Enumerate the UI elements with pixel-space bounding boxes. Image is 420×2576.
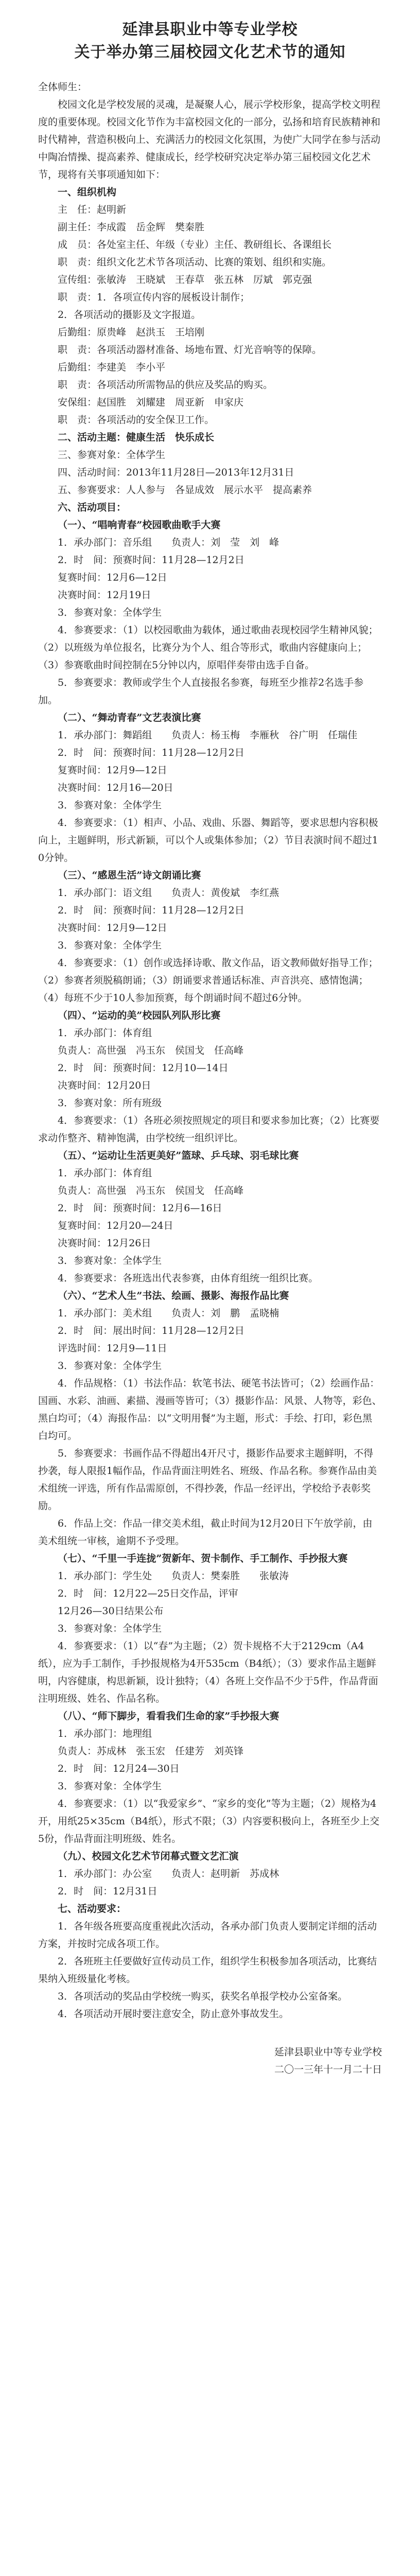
paragraph: 2．时 间：12月24—30日 <box>58 1763 180 1774</box>
document-title-line-1: 延津县职业中等专业学校 <box>122 21 298 39</box>
paragraph: 4．参赛要求：（1）以校园歌曲为载体，通过歌曲表现校园学生精神风貌；（2）以班级为单位报名，比赛分为个人、组合等形式，歌曲内容健康向上；（3）参赛歌曲时间控制在5分钟以内，原唱伴奏带由选手自备。 <box>38 624 378 671</box>
paragraph: 全体师生： <box>38 81 87 93</box>
paragraph: 3．参赛对象：全体学生 <box>58 800 162 811</box>
paragraph: 复赛时间：12月9—12日 <box>58 765 167 776</box>
paragraph: 5．参赛要求：书画作品不得超出4开尺寸，摄影作品要求主题鲜明，不得抄袭，每人限报1幅作品，作品背面注明姓名、班级、作品名称。参赛作品由美术组统一评选，所有作品需原创，不得抄袭，作品一经评出，学校给予表彰奖励。 <box>38 1448 377 1512</box>
paragraph: 5．参赛要求：教师或学生个人直接报名参赛，每班至少推荐2名选手参加。 <box>38 677 364 706</box>
paragraph: 1．承办部门：美术组 负责人：刘 鹏 孟晓楠 <box>58 1308 279 1319</box>
signature-org: 延津县职业中等专业学校 <box>274 2046 382 2058</box>
paragraph: 副主任：李成霞 岳金辉 樊秦胜 <box>58 222 205 233</box>
section-heading: 二、活动主题：健康生活 快乐成长 <box>58 432 215 443</box>
paragraph: 校园文化是学校发展的灵魂，是凝聚人心，展示学校形象，提高学校文明程度的重要体现。校园文化节作为丰富校园文化的一部分，弘扬和培育民族精神和时代精神，营造积极向上、充满活力的校园文化氛围，为使广大同学在参与活动中陶冶情操、提高素养、健康成长，经学校研究决定举办第三届校园文化艺术节，现将有关事项通知如下： <box>38 99 381 180</box>
document-title-line-2: 关于举办第三届校园文化艺术节的通知 <box>74 43 346 61</box>
paragraph: 复赛时间：12月20—24日 <box>58 1220 173 1231</box>
paragraph: 3．各项活动的奖品由学校统一购买，获奖名单报学校办公室备案。 <box>58 1991 348 2002</box>
paragraph: 职 责：各项活动所需物品的供应及奖品的购买。 <box>58 379 273 391</box>
paragraph: 3．参赛对象：全体学生 <box>58 1255 162 1266</box>
paragraph: 4．参赛要求：（1）创作或选择诗歌、散文作品，语文教师做好指导工作；（2）参赛者须脱稿朗诵；（3）朗诵要求普通话标准、声音洪亮、感情饱满；（4）每班不少于10人参加预赛，每个朗诵时间不超过6分钟。 <box>38 957 378 1004</box>
paragraph: 安保组：赵国胜 刘耀建 周亚新 申家庆 <box>58 397 244 408</box>
paragraph: 决赛时间：12月19日 <box>58 589 151 601</box>
section-heading: （六）、“艺术人生”书法、绘画、摄影、海报作品比赛 <box>58 1290 289 1301</box>
paragraph: 1．承办部门：音乐组 负责人：刘 莹 刘 峰 <box>58 537 279 548</box>
document-body <box>38 78 382 2023</box>
section-heading: 一、组织机构 <box>58 187 117 198</box>
signature-block <box>38 2043 382 2078</box>
section-heading: 七、活动要求： <box>58 1903 127 1914</box>
paragraph: 12月26—30日结果公布 <box>58 1605 164 1617</box>
paragraph: 4．参赛要求：（1）以“春”为主题；（2）贺卡规格不大于2129cm（A4纸），应为手工制作，手抄报规格为4开535cm（B4纸）；（3）要求作品主题鲜明，内容健康，构思新颖，设计独特；（4）各班上交作品不少于5件，作品背面注明班级、姓名、作品名称。 <box>38 1640 378 1704</box>
paragraph: 3．参赛对象：全体学生 <box>58 607 162 618</box>
paragraph: 负责人：高世强 冯玉东 侯国戈 任高峰 <box>58 1045 244 1056</box>
paragraph: 3．参赛对象：全体学生 <box>58 1623 162 1634</box>
paragraph: 3．参赛对象：全体学生 <box>58 1360 162 1371</box>
paragraph: 1．各年级各班要高度重视此次活动，各承办部门负责人要制定详细的活动方案，并按时完成各项工作。 <box>38 1921 377 1950</box>
paragraph: 6．作品上交：作品一律交美术组，截止时间为12月20日下午放学前，由美术组统一审核，逾期不予受理。 <box>38 1518 373 1547</box>
paragraph: 2．时 间：预赛时间：11月28—12月2日 <box>58 554 244 566</box>
section-heading: （一）、“唱响青春”校园歌曲歌手大赛 <box>58 519 221 531</box>
paragraph: 负责人：苏成林 张玉宏 任建芳 刘英锋 <box>58 1745 244 1757</box>
paragraph: 2．时 间：预赛时间：11月28—12月2日 <box>58 747 244 758</box>
paragraph: 1．承办部门：舞蹈组 负责人：杨玉梅 李雁秋 谷广明 任瑞佳 <box>58 730 358 741</box>
paragraph: 三、参赛对象：全体学生 <box>58 449 166 461</box>
paragraph: 决赛时间：12月20日 <box>58 1080 151 1091</box>
paragraph: 4．参赛要求：各班选出代表参赛，由体育组统一组织比赛。 <box>58 1273 319 1284</box>
paragraph: 3．参赛对象：全体学生 <box>58 1781 162 1792</box>
paragraph: 2．时 间：预赛时间：12月10—14日 <box>58 1062 229 1074</box>
paragraph: 1．承办部门：学生处 负责人：樊秦胜 张敏涛 <box>58 1570 289 1582</box>
paragraph: 后勤组：原贵峰 赵洪玉 王培刚 <box>58 327 205 338</box>
paragraph: 职 责：各项活动的安全保卫工作。 <box>58 414 215 426</box>
section-heading: （八）、“师下脚步，看看我们生命的家”手抄报大赛 <box>58 1710 279 1722</box>
paragraph: 主 任：赵明新 <box>58 204 127 215</box>
paragraph: 4．参赛要求：（1）以“我爱家乡”、“家乡的变化”等为主题；（2）规格为4开，用纸25×35cm（B4纸），形式不限；（3）内容要积极向上，各班至少上交5份，作品背面注明班级、姓名。 <box>38 1798 380 1844</box>
paragraph: 职 责：1．各项宣传内容的展板设计制作； <box>58 292 250 303</box>
paragraph: 2．时 间：展出时间：11月28—12月2日 <box>58 1325 244 1336</box>
paragraph: 4．各项活动开展时要注意安全，防止意外事故发生。 <box>58 2008 289 2020</box>
paragraph: 决赛时间：12月9—12日 <box>58 922 167 934</box>
paragraph: 2．时 间：预赛时间：11月28—12月2日 <box>58 905 244 916</box>
paragraph: 评选时间：12月9—11日 <box>58 1343 167 1354</box>
paragraph: 负责人：高世强 冯玉东 侯国戈 任高峰 <box>58 1185 244 1196</box>
paragraph: 2．各项活动的摄影及文字报道。 <box>58 309 201 320</box>
paragraph: 宣传组：张敏涛 王晓斌 王春草 张五林 厉斌 郭克强 <box>58 274 312 285</box>
paragraph: 2．时 间：预赛时间：12月6—16日 <box>58 1202 222 1214</box>
section-heading: 六、活动项目： <box>58 502 127 513</box>
paragraph: 1．承办部门：语文组 负责人：黄俊斌 李红燕 <box>58 887 279 899</box>
paragraph: 3．参赛对象：所有班级 <box>58 1097 162 1109</box>
paragraph: 4．作品规格：（1）书法作品：软笔书法、硬笔书法皆可；（2）绘画作品：国画、水彩、油画、素描、漫画等皆可；（3）摄影作品：风景、人物等，彩色、黑白均可；（4）海报作品：以“文明用餐”为主题，形式：手绘、打印，彩色黑白均可。 <box>38 1378 382 1442</box>
section-heading: （五）、“运动让生活更美好”篮球、乒乓球、羽毛球比赛 <box>58 1150 299 1161</box>
section-heading: （九）、校园文化艺术节闭幕式暨文艺汇演 <box>58 1851 239 1862</box>
paragraph: 3．参赛对象：全体学生 <box>58 940 162 951</box>
paragraph: 1．承办部门：体育组 <box>58 1027 152 1039</box>
paragraph: 4．参赛要求：（1）相声、小品、戏曲、乐器、舞蹈等，要求思想内容积极向上，主题鲜明，形式新颖，可以个人或集体参加；（2）节目表演时间不超过10分钟。 <box>38 817 378 863</box>
paragraph: 复赛时间：12月6—12日 <box>58 572 167 583</box>
paragraph: 2．各班班主任要做好宣传动员工作，组织学生积极参加各项活动，比赛结果纳入班级量化考核。 <box>38 1956 377 1985</box>
paragraph: 决赛时间：12月16—20日 <box>58 782 173 793</box>
paragraph: 2．时 间：12月22—25日交作品，评审 <box>58 1588 238 1599</box>
paragraph: 后勤组：李建美 李小平 <box>58 362 166 373</box>
signature-date: 二〇一三年十一月二十日 <box>274 2064 382 2075</box>
paragraph: 决赛时间：12月26日 <box>58 1238 151 1249</box>
section-heading: （三）、“感恩生活”诗文朗诵比赛 <box>58 870 201 881</box>
paragraph: 成 员：各处室主任、年级（专业）主任、教研组长、各课组长 <box>58 239 332 250</box>
paragraph: 4．参赛要求：（1）各班必须按照规定的项目和要求参加比赛；（2）比赛要求动作整齐、精神饱满，由学校统一组织评比。 <box>38 1115 380 1144</box>
paragraph: 职 责：组织文化艺术节各项活动、比赛的策划、组织和实施。 <box>58 257 332 268</box>
paragraph: 2．时 间：12月31日 <box>58 1886 157 1897</box>
paragraph: 1．承办部门：办公室 负责人：赵明新 苏成林 <box>58 1868 279 1879</box>
paragraph: 1．承办部门：体育组 <box>58 1167 152 1179</box>
section-heading: （四）、“运动的美”校园队列队形比赛 <box>58 1010 221 1021</box>
paragraph: 职 责：各项活动器材准备、场地布置、灯光音响等的保障。 <box>58 344 322 355</box>
paragraph: 四、活动时间：2013年11月28日—2013年12月31日 <box>58 467 294 478</box>
section-heading: （二）、“舞动青春”文艺表演比赛 <box>58 712 201 723</box>
section-heading: （七）、“千里一手连拢”贺新年、贺卡制作、手工制作、手抄报大赛 <box>58 1553 348 1564</box>
paragraph: 五、参赛要求：人人参与 各显成效 展示水平 提高素养 <box>58 484 312 496</box>
paragraph: 1．承办部门：地理组 <box>58 1728 152 1739</box>
